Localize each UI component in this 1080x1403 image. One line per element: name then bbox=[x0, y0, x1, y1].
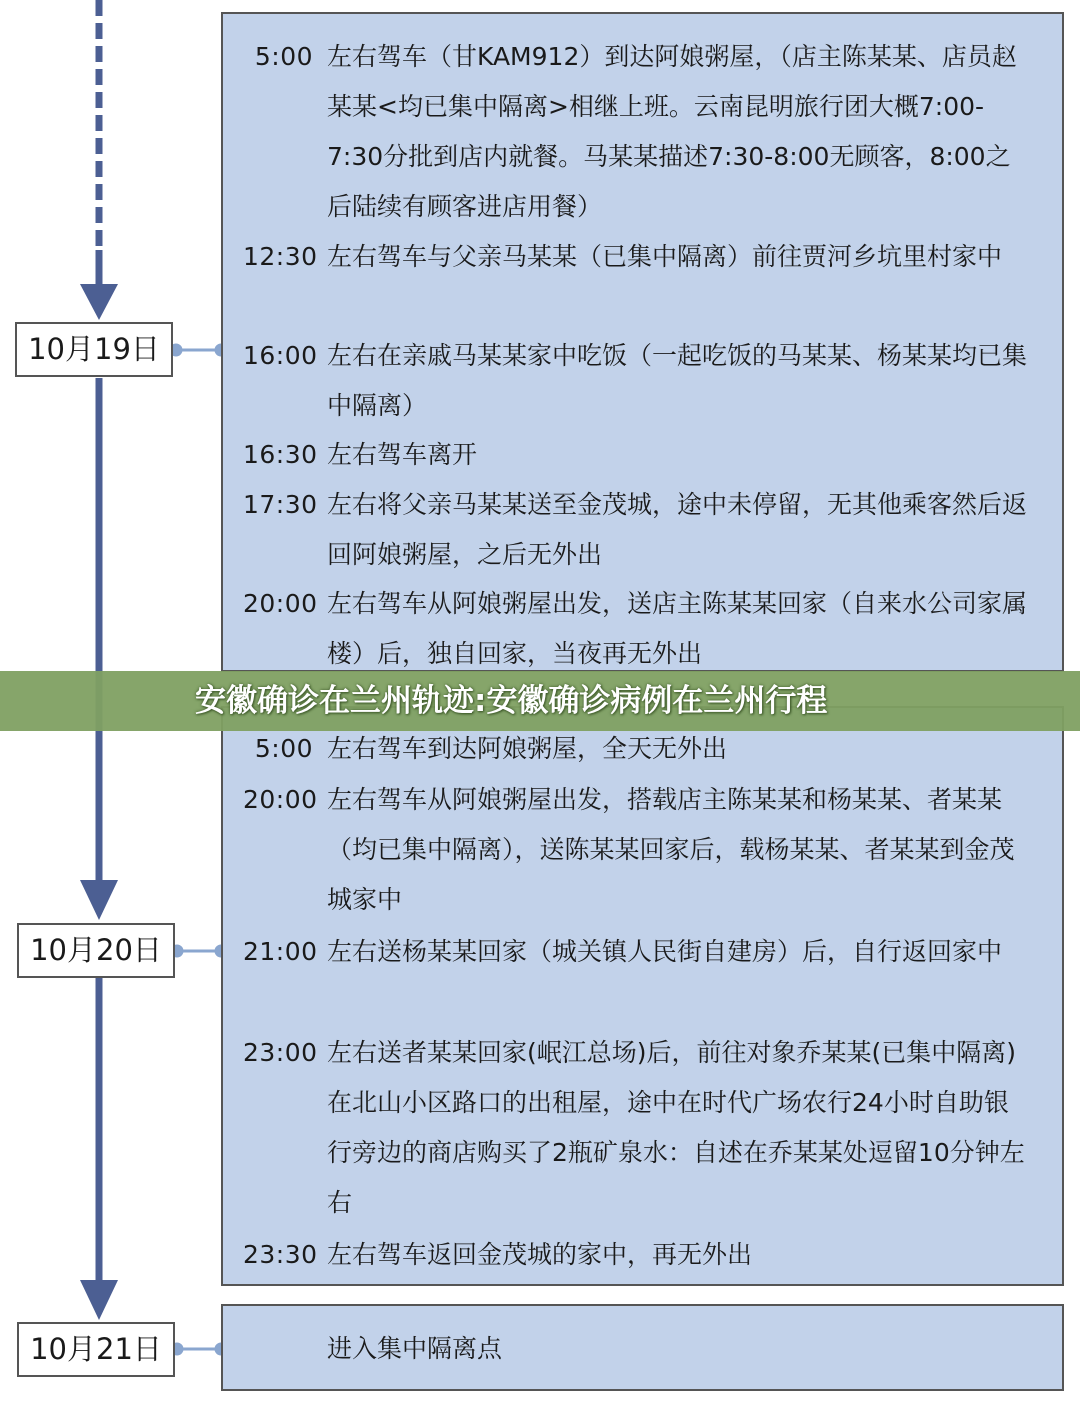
entry-time: 12:30 bbox=[243, 242, 318, 271]
connector-20 bbox=[172, 946, 226, 956]
entry bbox=[243, 232, 1032, 282]
entry-text: 左右驾车到达阿娘粥屋，全天无外出 bbox=[327, 734, 728, 763]
entry bbox=[243, 724, 1032, 774]
connector-21 bbox=[172, 1344, 226, 1354]
entry-time: 20:00 bbox=[243, 589, 318, 618]
overlay-title: 安徽确诊在兰州轨迹:安徽确诊病例在兰州行程 bbox=[195, 683, 828, 719]
entry-time: 23:00 bbox=[243, 1038, 318, 1067]
entry bbox=[243, 32, 1032, 232]
entry bbox=[243, 331, 1032, 431]
entry-time: 17:30 bbox=[243, 490, 318, 519]
entry-text: 左右驾车从阿娘粥屋出发，搭载店主陈某某和杨某某、者某某（均已集中隔离），送陈某某回家后，载杨某某、者某某到金茂城家中 bbox=[327, 785, 1015, 914]
entry-text: 左右驾车从阿娘粥屋出发，送店主陈某某回家（自来水公司家属楼）后，独自回家，当夜再无外出 bbox=[327, 589, 1028, 668]
date-box-oct19: 10月19日 bbox=[15, 322, 173, 377]
entry-text: 左右送者某某回家(岷江总场)后，前往对象乔某某(已集中隔离)在北山小区路口的出租屋，途中在时代广场农行24小时自助银行旁边的商店购买了2瓶矿泉水：自述在乔某某处逗留10分钟左右 bbox=[327, 1038, 1025, 1217]
entry bbox=[243, 480, 1032, 580]
entry-text: 左右将父亲马某某送至金茂城，途中未停留，无其他乘客然后返回阿娘粥屋，之后无外出 bbox=[327, 490, 1028, 569]
date-box-oct21: 10月21日 bbox=[17, 1322, 175, 1377]
entry-text: 左右驾车（甘KAM912）到达阿娘粥屋，（店主陈某某、店员赵某某<均已集中隔离>相继上班。云南昆明旅行团大概7:00-7:30分批到店内就餐。马某某描述7:30-8:00无顾客，8:00之后陆续有顾客进店用餐） bbox=[327, 42, 1017, 221]
entry-text: 左右在亲戚马某某家中吃饭（一起吃饭的马某某、杨某某均已集中隔离） bbox=[327, 341, 1028, 420]
entry-time: 21:00 bbox=[243, 937, 318, 966]
connector-19 bbox=[171, 345, 226, 355]
entry-text: 左右驾车返回金茂城的家中，再无外出 bbox=[327, 1240, 753, 1269]
entry-time: 5:00 bbox=[254, 734, 313, 763]
entry bbox=[243, 775, 1032, 925]
entry-time: 16:30 bbox=[243, 440, 318, 469]
arrow-icon bbox=[80, 880, 118, 920]
entry-time: 20:00 bbox=[243, 785, 318, 814]
entry bbox=[243, 430, 1032, 480]
entry-text: 左右驾车离开 bbox=[327, 440, 478, 469]
entry-text: 左右驾车与父亲马某某（已集中隔离）前往贾河乡坑里村家中 bbox=[327, 242, 1003, 271]
entry bbox=[243, 579, 1032, 679]
entry-time: 16:00 bbox=[243, 341, 318, 370]
entry bbox=[243, 1324, 1032, 1374]
arrow-icon bbox=[80, 284, 118, 320]
panel-oct19 bbox=[221, 12, 1064, 672]
entry-text: 进入集中隔离点 bbox=[327, 1334, 503, 1363]
entry bbox=[243, 1230, 1032, 1280]
panel-oct21 bbox=[221, 1304, 1064, 1391]
entry-text: 左右送杨某某回家（城关镇人民街自建房）后，自行返回家中 bbox=[327, 937, 1003, 966]
entry-time: 5:00 bbox=[254, 42, 313, 71]
date-box-oct20: 10月20日 bbox=[17, 923, 175, 978]
entry bbox=[243, 1028, 1032, 1228]
entry bbox=[243, 927, 1032, 977]
panel-oct20 bbox=[221, 706, 1064, 1286]
entry-time: 23:30 bbox=[243, 1240, 318, 1269]
arrow-icon bbox=[80, 1280, 118, 1320]
